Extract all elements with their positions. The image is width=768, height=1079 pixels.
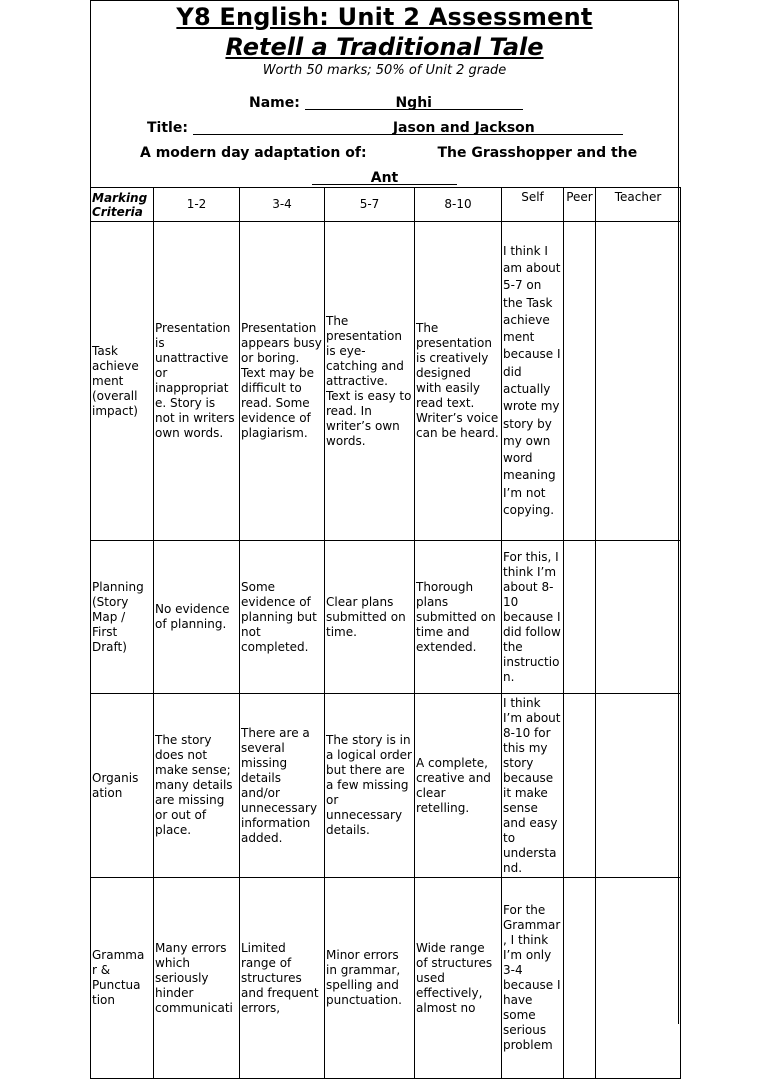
- band-3-4-cell: There are a several missing details and/or unnecessary information added.: [240, 694, 325, 878]
- teacher-assessment-cell[interactable]: [596, 694, 681, 878]
- table-row: [91, 222, 681, 541]
- col-header-1-2: 1-2: [154, 188, 240, 222]
- worth-note: Worth 50 marks; 50% of Unit 2 grade: [262, 63, 507, 78]
- table-row: [91, 878, 681, 1079]
- adaptation-row-cont: [312, 170, 457, 186]
- table-row: [91, 541, 681, 694]
- band-3-4-cell: Limited range of structures and frequent errors,: [240, 878, 325, 1079]
- band-8-10-cell: The presentation is creatively designed with easily read text. Writer’s voice can be heard.: [415, 222, 502, 541]
- adaptation-value: The Grasshopper and the: [437, 145, 638, 161]
- band-5-7-cell: The presentation is eye-catching and attractive. Text is easy to read. In writer’s own words.: [325, 222, 415, 541]
- peer-assessment-cell[interactable]: [564, 878, 596, 1079]
- table-row: [91, 694, 681, 878]
- self-assessment-cell[interactable]: I think I’m about 8-10 for this my story because it make sense and easy to understa nd.: [502, 694, 564, 878]
- col-header-self: Self: [502, 188, 564, 222]
- band-5-7-cell: The story is in a logical order but there are a few missing or unnecessary details.: [325, 694, 415, 878]
- title-field: [193, 120, 623, 135]
- marking-rubric-table: [90, 187, 681, 1079]
- col-header-3-4: 3-4: [240, 188, 325, 222]
- teacher-assessment-cell[interactable]: [596, 878, 681, 1079]
- document-header: [91, 1, 678, 188]
- assessment-sheet: [90, 0, 679, 1052]
- criteria-cell: Organis ation: [91, 694, 154, 878]
- name-row: [249, 95, 523, 111]
- teacher-assessment-cell[interactable]: [596, 541, 681, 694]
- band-3-4-cell: Some evidence of planning but not completed.: [240, 541, 325, 694]
- band-8-10-cell: Wide range of structures used effectively, almost no: [415, 878, 502, 1079]
- band-1-2-cell: Many errors which seriously hinder communicati: [154, 878, 240, 1079]
- title-row: [147, 120, 623, 136]
- title-label: Title:: [147, 120, 188, 136]
- criteria-cell: Gramma r & Punctua tion: [91, 878, 154, 1079]
- document-title: Y8 English: Unit 2 Assessment: [176, 3, 593, 31]
- name-value: Nghi: [395, 95, 432, 111]
- band-1-2-cell: No evidence of planning.: [154, 541, 240, 694]
- adaptation-field: [312, 170, 457, 185]
- band-8-10-cell: Thorough plans submitted on time and extended.: [415, 541, 502, 694]
- adaptation-row: [140, 145, 637, 161]
- peer-assessment-cell[interactable]: [564, 694, 596, 878]
- table-header-row: [91, 188, 681, 222]
- col-header-teacher: Teacher: [596, 188, 681, 222]
- col-header-criteria: Marking Criteria: [91, 188, 154, 222]
- col-header-5-7: 5-7: [325, 188, 415, 222]
- band-5-7-cell: Clear plans submitted on time.: [325, 541, 415, 694]
- band-3-4-cell: Presentation appears busy or boring. Text may be difficult to read. Some evidence of plagiarism.: [240, 222, 325, 541]
- band-1-2-cell: Presentation is unattractive or inappropriat e. Story is not in writers own words.: [154, 222, 240, 541]
- col-header-8-10: 8-10: [415, 188, 502, 222]
- teacher-assessment-cell[interactable]: [596, 222, 681, 541]
- name-label: Name:: [249, 95, 300, 111]
- self-assessment-cell[interactable]: For the Grammar , I think I’m only 3-4 because I have some serious problem: [502, 878, 564, 1079]
- peer-assessment-cell[interactable]: [564, 222, 596, 541]
- criteria-cell: Task achieve ment (overall impact): [91, 222, 154, 541]
- title-value: Jason and Jackson: [392, 120, 535, 136]
- band-1-2-cell: The story does not make sense; many details are missing or out of place.: [154, 694, 240, 878]
- name-field: [305, 95, 523, 110]
- self-assessment-cell[interactable]: I think I am about 5-7 on the Task achieve ment because I did actually wrote my story by my own word meaning I’m not copying.: [502, 222, 564, 541]
- band-8-10-cell: A complete, creative and clear retelling.: [415, 694, 502, 878]
- self-assessment-cell[interactable]: For this, I think I’m about 8-10 because I did follow the instructio n.: [502, 541, 564, 694]
- criteria-cell: Planning (Story Map / First Draft): [91, 541, 154, 694]
- peer-assessment-cell[interactable]: [564, 541, 596, 694]
- col-header-peer: Peer: [564, 188, 596, 222]
- document-subtitle: Retell a Traditional Tale: [225, 33, 544, 61]
- adaptation-label: A modern day adaptation of:: [140, 145, 367, 161]
- adaptation-value-cont: Ant: [370, 170, 399, 186]
- band-5-7-cell: Minor errors in grammar, spelling and punctuation.: [325, 878, 415, 1079]
